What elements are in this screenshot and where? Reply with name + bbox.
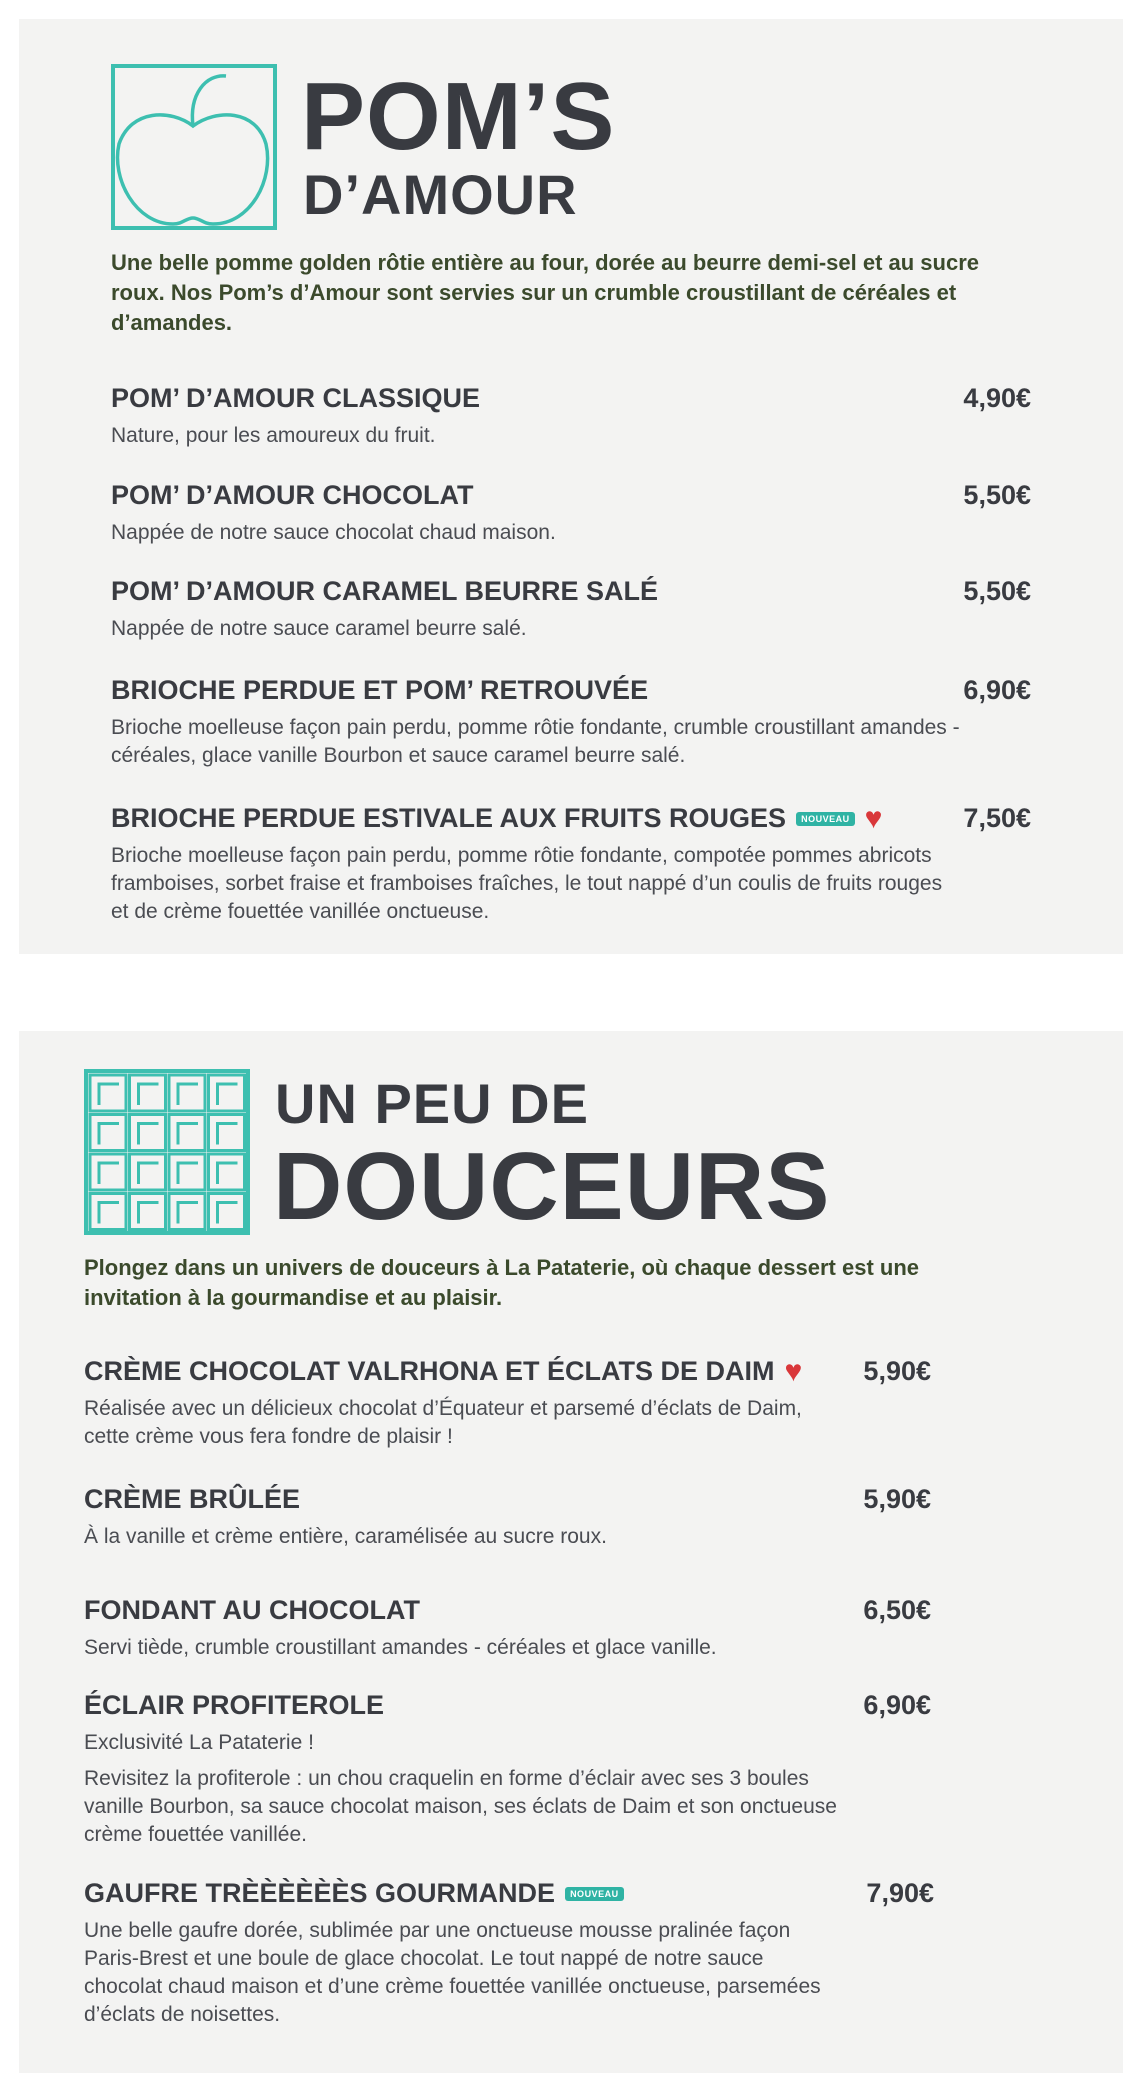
section-intro: Une belle pomme golden rôtie entière au four, dorée au beurre demi-sel et au sucre roux. Nos Pom’s d’Amour sont servies sur un crumble croustillant de céréales et d’amandes. bbox=[111, 250, 980, 335]
apple-icon bbox=[111, 64, 277, 230]
item-desc: Servi tiède, crumble croustillant amandes - céréales et glace vanille. bbox=[84, 1636, 717, 1659]
menu-item bbox=[84, 1356, 844, 1451]
item-price: 6,50€ bbox=[863, 1595, 931, 1625]
heart-icon: ♥ bbox=[864, 801, 883, 835]
section-intro: Plongez dans un univers de douceurs à La Pataterie, où chaque dessert est une invitation à la gourmandise et au plaisir. bbox=[84, 1255, 920, 1310]
heart-icon: ♥ bbox=[784, 1354, 803, 1388]
item-name: BRIOCHE PERDUE ET POM’ RETROUVÉE bbox=[111, 675, 649, 705]
item-price: 4,90€ bbox=[963, 383, 1031, 413]
new-badge: NOUVEAU bbox=[796, 812, 855, 826]
douceurs-section bbox=[19, 1031, 1123, 2073]
item-price: 7,50€ bbox=[963, 803, 1031, 833]
item-name: ÉCLAIR PROFITEROLE bbox=[84, 1690, 385, 1720]
item-name: CRÈME CHOCOLAT VALRHONA ET ÉCLATS DE DAIM bbox=[84, 1356, 775, 1386]
section-title-line1: UN PEU DE bbox=[275, 1072, 589, 1135]
menu-item bbox=[111, 803, 961, 926]
item-name: POM’ D’AMOUR CLASSIQUE bbox=[111, 383, 481, 413]
item-name: POM’ D’AMOUR CARAMEL BEURRE SALÉ bbox=[111, 576, 659, 606]
menu-item bbox=[84, 1878, 844, 2029]
item-name: CRÈME BRÛLÉE bbox=[84, 1484, 301, 1514]
item-price: 6,90€ bbox=[863, 1690, 931, 1720]
section-title-line2: D’AMOUR bbox=[303, 163, 578, 226]
item-desc: À la vanille et crème entière, caramélisée au sucre roux. bbox=[84, 1525, 607, 1548]
section-title-line2: DOUCEURS bbox=[273, 1133, 831, 1240]
menu-item bbox=[111, 480, 981, 547]
menu-item bbox=[111, 576, 981, 643]
menu-item bbox=[111, 675, 991, 770]
item-name: BRIOCHE PERDUE ESTIVALE AUX FRUITS ROUGES bbox=[111, 803, 787, 833]
item-price: 5,50€ bbox=[963, 480, 1031, 510]
item-desc: Brioche moelleuse façon pain perdu, pomme rôtie fondante, compotée pommes abricots framboises, sorbet fraise et framboises fraîches, le tout nappé d’un coulis de fruits rouges et de crème fouettée vanillée onctueuse. bbox=[111, 844, 943, 923]
item-desc: Nature, pour les amoureux du fruit. bbox=[111, 424, 436, 447]
item-price: 5,90€ bbox=[863, 1356, 931, 1386]
item-price: 6,90€ bbox=[963, 675, 1031, 705]
item-desc: Revisitez la profiterole : un chou craquelin en forme d’éclair avec ses 3 boules vanille Bourbon, sa sauce chocolat maison, ses éclats de Daim et son onctueuse crème fouettée vanillée. bbox=[84, 1767, 837, 1846]
item-desc: Nappée de notre sauce caramel beurre salé. bbox=[111, 617, 527, 640]
item-name: POM’ D’AMOUR CHOCOLAT bbox=[111, 480, 474, 510]
item-name: GAUFRE TRÈÈÈÈÈÈS GOURMANDE bbox=[84, 1878, 556, 1908]
item-price: 5,90€ bbox=[863, 1484, 931, 1514]
item-desc: Une belle gaufre dorée, sublimée par une onctueuse mousse pralinée façon Paris-Brest et une boule de glace chocolat. Le tout nappé de notre sauce chocolat chaud maison et d’une crème fouettée vanillée onctueuse, parsemées d’éclats de noisettes. bbox=[84, 1919, 821, 2026]
menu-item bbox=[84, 1595, 874, 1662]
item-price: 5,50€ bbox=[963, 576, 1031, 606]
new-badge: NOUVEAU bbox=[565, 1887, 624, 1901]
item-desc: Nappée de notre sauce chocolat chaud maison. bbox=[111, 521, 556, 544]
item-desc: Brioche moelleuse façon pain perdu, pomme rôtie fondante, crumble croustillant amandes - céréales, glace vanille Bourbon et sauce caramel beurre salé. bbox=[111, 716, 960, 767]
section-title-line1: POM’S bbox=[301, 63, 616, 170]
menu-item bbox=[111, 383, 981, 450]
item-name: FONDANT AU CHOCOLAT bbox=[84, 1595, 420, 1625]
menu-item bbox=[84, 1484, 844, 1551]
poms-damour-section bbox=[19, 19, 1123, 954]
waffle-icon bbox=[84, 1069, 250, 1235]
menu-item bbox=[84, 1690, 844, 1849]
item-price: 7,90€ bbox=[866, 1878, 934, 1908]
item-subtitle: Exclusivité La Pataterie ! bbox=[84, 1731, 314, 1754]
item-desc: Réalisée avec un délicieux chocolat d’Équateur et parsemé d’éclats de Daim, cette crème vous fera fondre de plaisir ! bbox=[84, 1397, 802, 1448]
